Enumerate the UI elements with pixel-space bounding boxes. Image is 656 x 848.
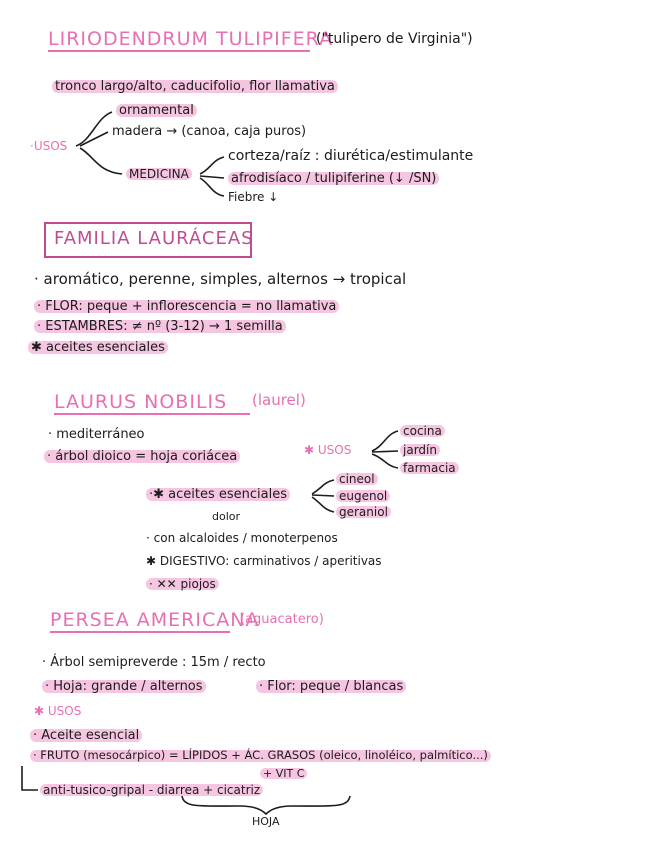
section3-title: LAURUS NOBILIS [54,391,228,413]
section2-line1: · aromático, perenne, simples, alternos → tropical [34,270,407,288]
section1-use-medicina: MEDICINA [126,168,192,180]
section2-line3: · ESTAMBRES: ≠ nº (3-12) → 1 semilla [34,320,286,333]
section4-hoja-label: HOJA [252,815,280,828]
section4-vitc: + VIT C [260,768,307,779]
section1-use-madera: madera → (canoa, caja puros) [112,124,307,139]
section2-title: FAMILIA LAURÁCEAS [54,228,254,249]
section1-use-ornamental: ornamental [116,104,197,117]
section2-line2: · FLOR: peque + inflorescencia = no llamativa [34,300,339,313]
section1-traits: tronco largo/alto, caducifolio, flor llamativa [52,80,338,93]
section3-aceites: ·✱ aceites esenciales [146,488,290,501]
section4-aceite: · Aceite esencial [30,729,142,742]
section4-title: PERSEA AMERICANA [50,609,260,631]
section3-title-underline [54,413,250,415]
section1-title: LIRIODENDRUM TULIPIFERA [48,28,334,50]
section1-med-fiebre: Fiebre ↓ [228,190,279,204]
section4-flor: · Flor: peque / blancas [256,680,406,693]
section1-usos-label: ·USOS [30,139,68,153]
section1-common-name: ("tulipero de Virginia") [316,31,473,47]
section3-use-farmacia: farmacia [400,462,459,474]
section3-use-cocina: cocina [400,425,445,437]
section4-anti: anti-tusico-gripal - diarrea + cicatriz [40,784,263,796]
section4-fruto: · FRUTO (mesocárpico) = LÍPIDOS + ÁC. GRASOS (oleico, linoléico, palmítico...) [30,750,491,762]
section4-usos-label: ✱ USOS [34,704,82,718]
section1-med-corteza: corteza/raíz : diurética/estimulante [228,148,474,164]
section1-title-underline [48,50,310,52]
section2-line4: ✱ aceites esenciales [28,341,168,354]
section1-med-afrodisiaco: afrodisíaco / tulipiferine (↓ /SN) [228,172,439,185]
section3-bullet-mediterraneo: · mediterráneo [48,427,145,442]
section3-comp-eugenol: eugenol [336,490,390,502]
section4-common-name: (aguacatero) [240,612,324,627]
section3-comp-cineol: cineol [336,473,378,485]
section3-bullet-arbol: · árbol dioico = hoja coriácea [44,450,240,463]
section3-common-name: (laurel) [252,391,306,409]
section3-digestivo: ✱ DIGESTIVO: carminativos / aperitivas [146,554,382,568]
section3-use-jardin: jardín [400,444,440,456]
section3-alcaloides: · con alcaloides / monoterpenos [146,531,338,545]
section4-hoja: · Hoja: grande / alternos [42,680,206,693]
section3-usos-label: ✱ USOS [304,443,352,457]
section3-piojos: · ✕✕ piojos [146,578,219,590]
section4-title-underline [50,631,230,633]
section3-dolor: dolor [212,510,241,523]
section4-arbol: · Árbol semipreverde : 15m / recto [42,655,266,670]
section3-comp-geraniol: geraniol [336,506,391,518]
